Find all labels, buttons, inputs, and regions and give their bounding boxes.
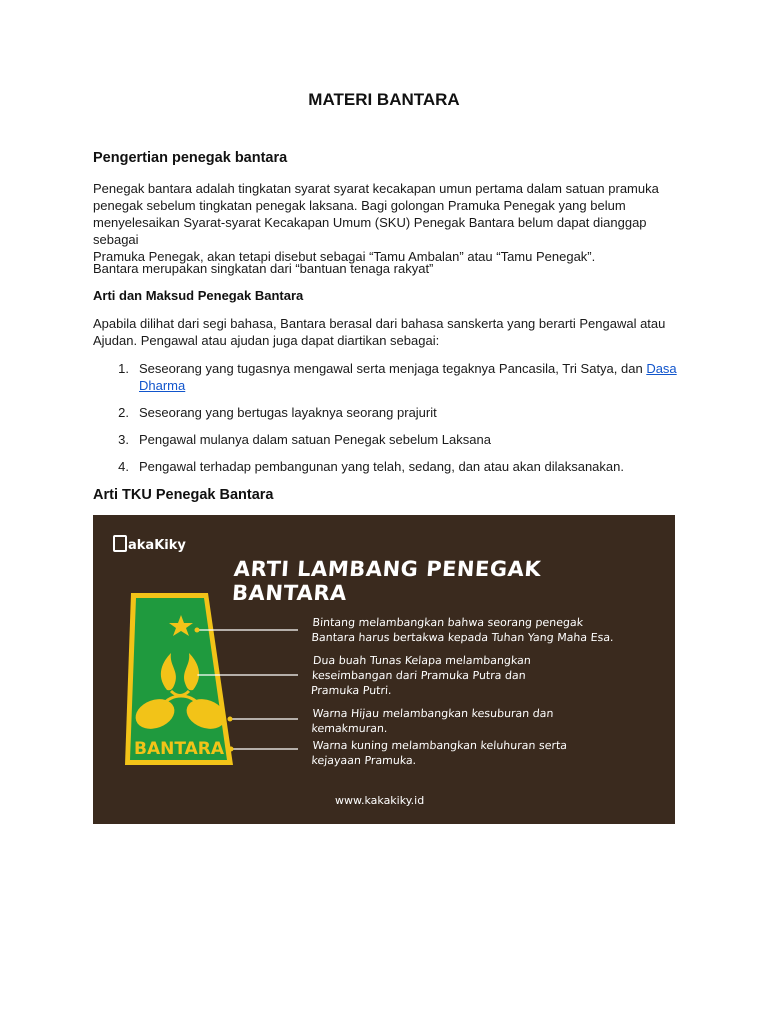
kakakiky-logo bbox=[113, 535, 186, 553]
paragraph-line: menyelesaikan Syarat-syarat Kecakapan Umum (SKU) Penegak Bantara belum dapat dianggap sebagai bbox=[93, 215, 647, 247]
figure-url: www.kakakiky.id bbox=[335, 794, 425, 807]
note-line: Pramuka Putri. bbox=[310, 684, 393, 697]
list-text: Seseorang yang bertugas layaknya seorang prajurit bbox=[139, 405, 437, 420]
note-tunas-kelapa bbox=[310, 653, 663, 698]
logo-text: akaKiky bbox=[128, 538, 186, 553]
paragraph-line: Penegak bantara adalah tingkatan syarat syarat kecakapan umun pertama dalam satuan pramuka bbox=[93, 181, 659, 196]
paragraph-singkatan: Bantara merupakan singkatan dari “bantuan tenaga rakyat” bbox=[93, 261, 434, 276]
list-text: Pengawal terhadap pembangunan yang telah, sedang, dan atau akan dilaksanakan. bbox=[139, 459, 624, 474]
pointer-dot bbox=[193, 673, 198, 678]
list-number: 3. bbox=[118, 432, 129, 447]
note-warna-kuning bbox=[311, 738, 663, 768]
note-line: kemakmuran. bbox=[311, 722, 388, 735]
list-text: Pengawal mulanya dalam satuan Penegak sebelum Laksana bbox=[139, 432, 491, 447]
section-heading-pengertian: Pengertian penegak bantara bbox=[93, 150, 288, 166]
badge-label: BANTARA bbox=[133, 739, 225, 759]
list-number: 2. bbox=[118, 405, 129, 420]
dasa-dharma-link[interactable]: Dasa bbox=[646, 361, 677, 376]
list-text: Seseorang yang tugasnya mengawal serta menjaga tegaknya Pancasila, Tri Satya, dan bbox=[139, 361, 647, 376]
list-item-text bbox=[139, 360, 679, 394]
section-heading-arti-tku: Arti TKU Penegak Bantara bbox=[93, 487, 274, 503]
page-title: MATERI BANTARA bbox=[308, 90, 460, 109]
note-line: kejayaan Pramuka. bbox=[311, 754, 417, 767]
note-warna-hijau bbox=[311, 706, 663, 736]
paragraph-line: Pramuka Penegak, akan tetapi disebut sebagai “Tamu Ambalan” atau “Tamu Penegak”. bbox=[93, 249, 596, 264]
list-number: 1. bbox=[118, 361, 129, 376]
paragraph-line: Apabila dilihat dari segi bahasa, Bantara berasal dari bahasa sanskerta yang berarti Pengawal atau bbox=[93, 316, 666, 331]
section-heading-arti-maksud: Arti dan Maksud Penegak Bantara bbox=[93, 288, 304, 303]
pointer-dot bbox=[229, 747, 234, 752]
note-line: Bantara harus bertakwa kepada Tuhan Yang Maha Esa. bbox=[311, 631, 615, 644]
paragraph-line: Ajudan. Pengawal atau ajudan juga dapat diartikan sebagai: bbox=[93, 333, 440, 348]
list-number: 4. bbox=[118, 459, 129, 474]
figure-title: ARTI LAMBANG PENEGAK BANTARA bbox=[231, 557, 542, 605]
pointer-dot bbox=[228, 717, 233, 722]
paragraph-line: penegak sebelum tingkatan penegak laksana. Bagi golongan Pramuka Penegak yang belum bbox=[93, 198, 626, 213]
note-line: keseimbangan dari Pramuka Putra dan bbox=[311, 669, 527, 682]
logo-mark-icon bbox=[113, 535, 127, 552]
note-line: Warna kuning melambangkan keluhuran serta bbox=[312, 739, 568, 752]
dasa-dharma-link[interactable]: Dharma bbox=[139, 378, 186, 393]
pointer-dot bbox=[195, 628, 200, 633]
note-line: Bintang melambangkan bahwa seorang penegak bbox=[312, 616, 584, 629]
note-bintang bbox=[311, 615, 663, 645]
lambang-bantara-image bbox=[93, 515, 675, 824]
note-line: Dua buah Tunas Kelapa melambangkan bbox=[312, 654, 532, 667]
paragraph-pengertian bbox=[93, 180, 683, 265]
paragraph-arti-intro bbox=[93, 315, 683, 349]
note-line: Warna Hijau melambangkan kesuburan dan bbox=[312, 707, 554, 720]
